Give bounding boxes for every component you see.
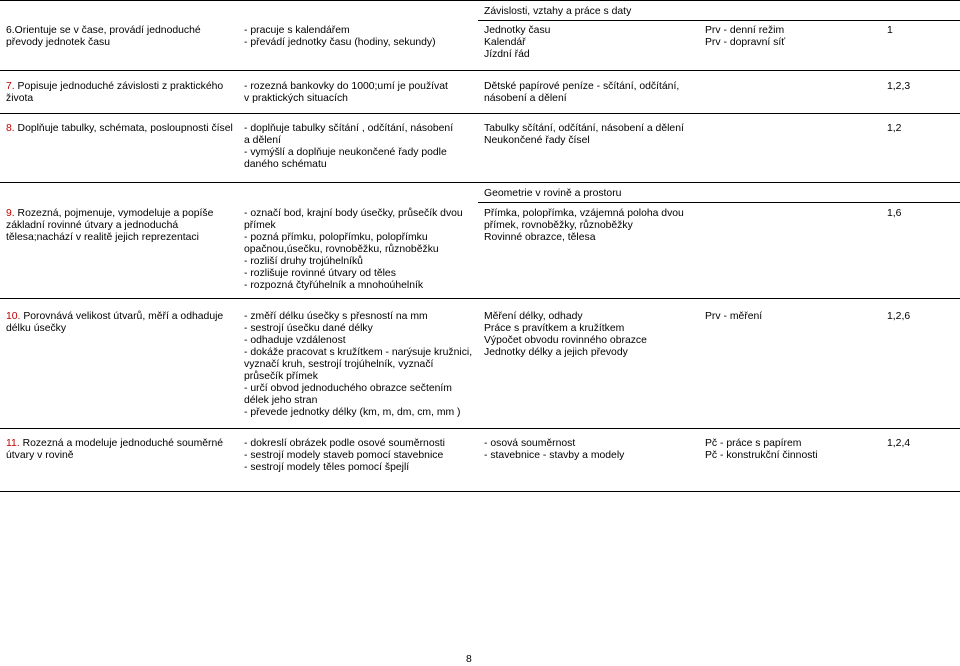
row-7-skills: - rozezná bankovky do 1000;umí je používat v praktických situacích bbox=[244, 81, 448, 104]
row-divider bbox=[0, 113, 960, 114]
outcome-text: Rozezná, pojmenuje, vymodeluje a popíše základní rovinné útvary a jednoduchá tělesa;nachází v realitě jejich reprezentaci bbox=[6, 208, 214, 243]
row-7-topics: Dětské papírové peníze - sčítání, odčítání, násobení a dělení bbox=[484, 81, 680, 104]
row-6-skills: - pracuje s kalendářem - převádí jednotky času (hodiny, sekundy) bbox=[244, 25, 436, 48]
row-number: 7. bbox=[6, 81, 15, 92]
row-number: 9. bbox=[6, 208, 15, 219]
section-rule-dependencies bbox=[478, 20, 960, 21]
row-6-outcome bbox=[6, 25, 236, 49]
outcome-text: Rozezná a modeluje jednoduché souměrné útvary v rovině bbox=[6, 438, 224, 461]
row-6-cross-curricular: Prv - denní režim Prv - dopravní síť bbox=[705, 25, 786, 48]
row-8-reference: 1,2 bbox=[887, 123, 902, 134]
row-number: 11. bbox=[6, 438, 20, 449]
row-number: 10. bbox=[6, 311, 21, 322]
row-8-topics: Tabulky sčítání, odčítání, násobení a dělení Neukončené řady čísel bbox=[484, 123, 684, 146]
row-number: 8. bbox=[6, 123, 15, 134]
row-10-skills: - změří délku úsečky s přesností na mm - sestrojí úsečku dané délky - odhaduje vzdálenost - dokáže pracovat s kružítkem - narýsuje kružnici, vyznačí kruh, sestrojí trojúhelník, vyznačí průsečík přímek - určí obvod jednoduchého obrazce sečtením délek jeho stran - převede jednotky délky (km, m, dm, cm, mm ) bbox=[244, 311, 473, 418]
row-7-outcome bbox=[6, 81, 236, 105]
row-number: 6. bbox=[6, 25, 15, 36]
row-divider bbox=[0, 298, 960, 299]
row-6-topics: Jednotky času Kalendář Jízdní řád bbox=[484, 25, 551, 60]
row-10-outcome bbox=[6, 311, 236, 335]
row-11-outcome bbox=[6, 438, 236, 462]
row-7-reference: 1,2,3 bbox=[887, 81, 911, 92]
outcome-text: Orientuje se v čase, provádí jednoduché převody jednotek času bbox=[6, 25, 201, 48]
row-9-topics: Přímka, polopřímka, vzájemná poloha dvou přímek, rovnoběžky, různoběžky Rovinné obrazce, tělesa bbox=[484, 208, 684, 243]
row-11-skills: - dokreslí obrázek podle osové souměrnosti - sestrojí modely staveb pomocí stavebnice - sestrojí modely těles pomocí špejlí bbox=[244, 438, 445, 473]
table-bottom-border bbox=[0, 491, 960, 492]
row-11-topics: - osová souměrnost - stavebnice - stavby a modely bbox=[484, 438, 625, 461]
outcome-text: Porovnává velikost útvarů, měří a odhaduje délku úsečky bbox=[6, 311, 224, 334]
row-6-reference: 1 bbox=[887, 25, 893, 36]
row-divider bbox=[0, 182, 960, 183]
section-rule-geometry bbox=[478, 202, 960, 203]
page-number: 8 bbox=[466, 654, 472, 665]
section-heading-geometry: Geometrie v rovině a prostoru bbox=[484, 188, 622, 199]
outcome-text: Popisuje jednoduché závislosti z praktického života bbox=[6, 81, 224, 104]
row-11-cross-curricular: Pč - práce s papírem Pč - konstrukční činnosti bbox=[705, 438, 818, 461]
row-8-skills: - doplňuje tabulky sčítání , odčítání, násobení a dělení - vymýšlí a doplňuje neukončené řady podle daného schématu bbox=[244, 123, 454, 170]
row-divider bbox=[0, 70, 960, 71]
outcome-text: Doplňuje tabulky, schémata, posloupnosti čísel bbox=[14, 123, 233, 134]
row-9-reference: 1,6 bbox=[887, 208, 902, 219]
row-8-outcome bbox=[6, 123, 238, 135]
row-divider bbox=[0, 428, 960, 429]
row-11-reference: 1,2,4 bbox=[887, 438, 911, 449]
section-heading-dependencies: Závislosti, vztahy a práce s daty bbox=[484, 6, 632, 17]
row-10-reference: 1,2,6 bbox=[887, 311, 911, 322]
top-border bbox=[0, 0, 960, 1]
row-9-outcome bbox=[6, 208, 236, 244]
row-10-cross-curricular: Prv - měření bbox=[705, 311, 763, 322]
row-10-topics: Měření délky, odhady Práce s pravítkem a kružítkem Výpočet obvodu rovinného obrazce Jednotky délky a jejich převody bbox=[484, 311, 647, 358]
row-9-skills: - označí bod, krajní body úsečky, průsečík dvou přímek - pozná přímku, polopřímku, polopřímku opačnou,úsečku, rovnoběžku, různoběžku - rozliší druhy trojúhelníků - rozlišuje rovinné útvary od těles - rozpozná čtyřúhelník a mnohoúhelník bbox=[244, 208, 463, 291]
